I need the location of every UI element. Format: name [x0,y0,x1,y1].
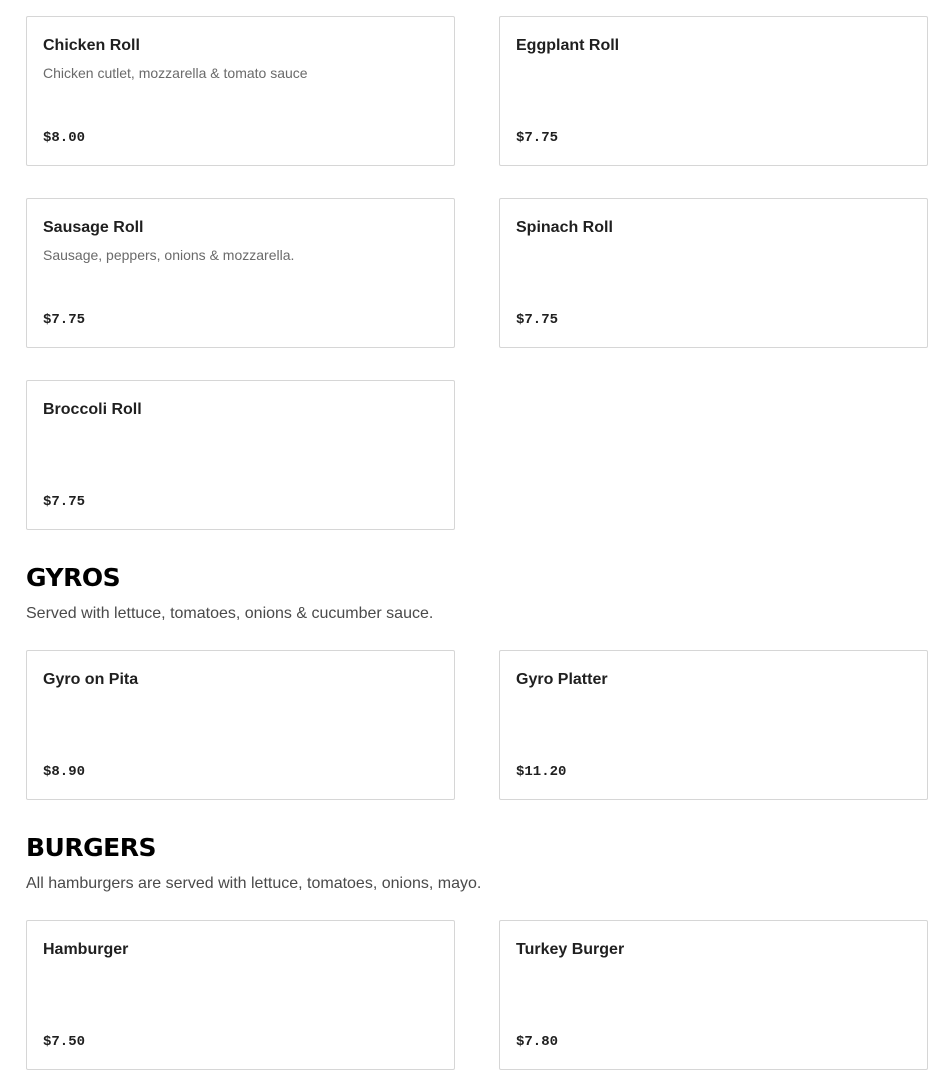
menu-item-price: $8.90 [43,764,86,780]
menu-item-description: Chicken cutlet, mozzarella & tomato sauce [43,65,308,81]
section-description-burgers: All hamburgers are served with lettuce, tomatoes, onions, mayo. [26,875,482,892]
menu-item-price: $7.75 [43,494,86,510]
menu-item-card[interactable] [26,920,455,1070]
menu-item-name: Gyro Platter [516,671,608,688]
menu-item-price: $7.75 [43,312,86,328]
menu-item-price: $7.75 [516,312,559,328]
menu-item-price: $7.75 [516,130,559,146]
menu-item-price: $7.80 [516,1034,559,1050]
menu-item-card[interactable] [499,198,928,348]
menu-item-card[interactable] [499,920,928,1070]
menu-item-description: Sausage, peppers, onions & mozzarella. [43,247,295,263]
menu-item-card[interactable] [499,16,928,166]
menu-item-name: Sausage Roll [43,219,144,236]
section-title-burgers: BURGERS [26,833,156,862]
menu-item-name: Chicken Roll [43,37,140,54]
menu-item-price: $7.50 [43,1034,86,1050]
section-title-gyros: GYROS [26,563,121,592]
menu-item-name: Turkey Burger [516,941,625,958]
menu-item-card[interactable] [26,380,455,530]
menu-item-card[interactable] [499,650,928,800]
menu-item-name: Eggplant Roll [516,37,620,54]
menu-item-name: Hamburger [43,941,129,958]
menu-item-price: $11.20 [516,764,567,780]
menu-item-card[interactable] [26,650,455,800]
menu-item-name: Gyro on Pita [43,671,139,688]
menu-item-card[interactable] [26,198,455,348]
menu-item-price: $8.00 [43,130,86,146]
menu-item-card[interactable] [26,16,455,166]
menu-item-name: Broccoli Roll [43,401,142,418]
section-description-gyros: Served with lettuce, tomatoes, onions & cucumber sauce. [26,605,434,622]
menu-item-name: Spinach Roll [516,219,613,236]
